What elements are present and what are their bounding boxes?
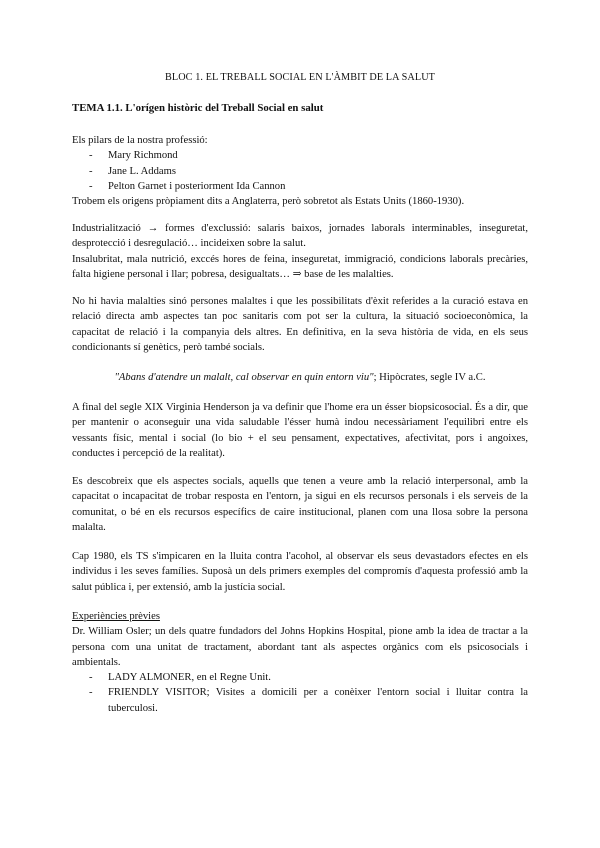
quote-author: ; Hipòcrates, segle IV a.C. <box>373 372 486 383</box>
pillars-intro: Els pilars de la nostra professió: <box>72 135 208 146</box>
alcohol-section <box>72 549 528 595</box>
list-item: - FRIENDLY VISITOR; Visites a domicili per a conèixer l'entorn social i lluitar contra la tuberculosi. <box>72 685 528 716</box>
causes-line: Insalubritat, mala nutrició, exccés hores de feina, inseguretat, immigració, condicions laborals precàries, falta higiene personal i llar; pobresa, desigualtats… ⇒ base de les malalties. <box>72 253 528 280</box>
experiences-title: Experiències prèvies <box>72 611 160 622</box>
block-header: BLOC 1. EL TREBALL SOCIAL EN L'ÀMBIT DE LA SALUT <box>165 72 435 83</box>
topic-title: TEMA 1.1. L'orígen històric del Treball Social en salut <box>72 102 324 114</box>
henderson-section <box>72 400 528 461</box>
osler-paragraph: Dr. William Osler; un dels quatre fundadors del Johns Hopkins Hospital, pione amb la idea de tractar a la persona com una unitat de tractament, abordant tant als aspectes orgànics com els psicosocials i ambientals. <box>72 626 528 668</box>
pillars-section <box>72 133 528 209</box>
quote-text: "Abans d'atendre un malalt, cal observar en quin entorn viu" <box>114 372 374 383</box>
hippocrates-quote <box>72 370 528 385</box>
illness-paragraph: No hi havia malalties sinó persones malaltes i que les possibilitats d'èxit referides a la curació estava en relació directa amb aspectes tan poc sanitaris com pot ser la cultura, la situació socioeconòmica, la capacitat de relació i la companyia dels altres. En definitiva, en la seva història de vida, en els seus condicionants sí genètics, però també socials. <box>72 296 528 353</box>
list-item: - Pelton Garnet i posteriorment Ida Cannon <box>72 179 528 194</box>
pillars-list <box>72 148 528 194</box>
experiences-list <box>72 670 528 716</box>
social-aspects-paragraph: Es descobreix que els aspectes socials, aquells que tenen a veure amb la relació interpersonal, amb la capacitat o incapacitat de trobar resposta en l'entorn, ja sigui en els recursos personals i els serveis de la comunitat, o bé en els recursos específics de caire institucional, planen com una llosa sobre la persona malalta. <box>72 476 528 533</box>
alcohol-paragraph: Cap 1980, els TS s'impicaren en la lluita contra l'acohol, al observar els seus devastadors efectes en els individus i les seves famílies. Suposà un dels primers exemples del compromís d'aquesta professió amb la salut pública i, per extensió, amb la justícia social. <box>72 551 528 593</box>
origins-paragraph: Trobem els origens pròpiament dits a Anglaterra, però sobretot als Estats Units (1860-1930). <box>72 196 465 208</box>
list-item: - Jane L. Addams <box>72 164 528 179</box>
experiences-section <box>72 609 528 716</box>
list-item: - Mary Richmond <box>72 148 528 163</box>
social-aspects-section <box>72 474 528 535</box>
illness-section <box>72 294 528 355</box>
list-item: - LADY ALMONER, en el Regne Unit. <box>72 670 528 685</box>
industrialization-line: Industrialització → formes d'exclussió: salaris baixos, jornades laborals interminables, inseguretat, desprotecció i desregulació… incideixen sobre la salut. <box>72 223 528 250</box>
industrialization-section <box>72 221 528 282</box>
henderson-paragraph: A final del segle XIX Virginia Henderson ja va definir que l'home era un ésser biopsicosocial. És a dir, que per mantenir o aconseguir una vida saludable l'ésser humà indou necessàriament l'equilibri entre els vessants físic, mental i social (lo bio + el seu pensament, expectatives, afectivitat, pors i angoixes, conductes i percepció de la realitat). <box>72 402 528 459</box>
